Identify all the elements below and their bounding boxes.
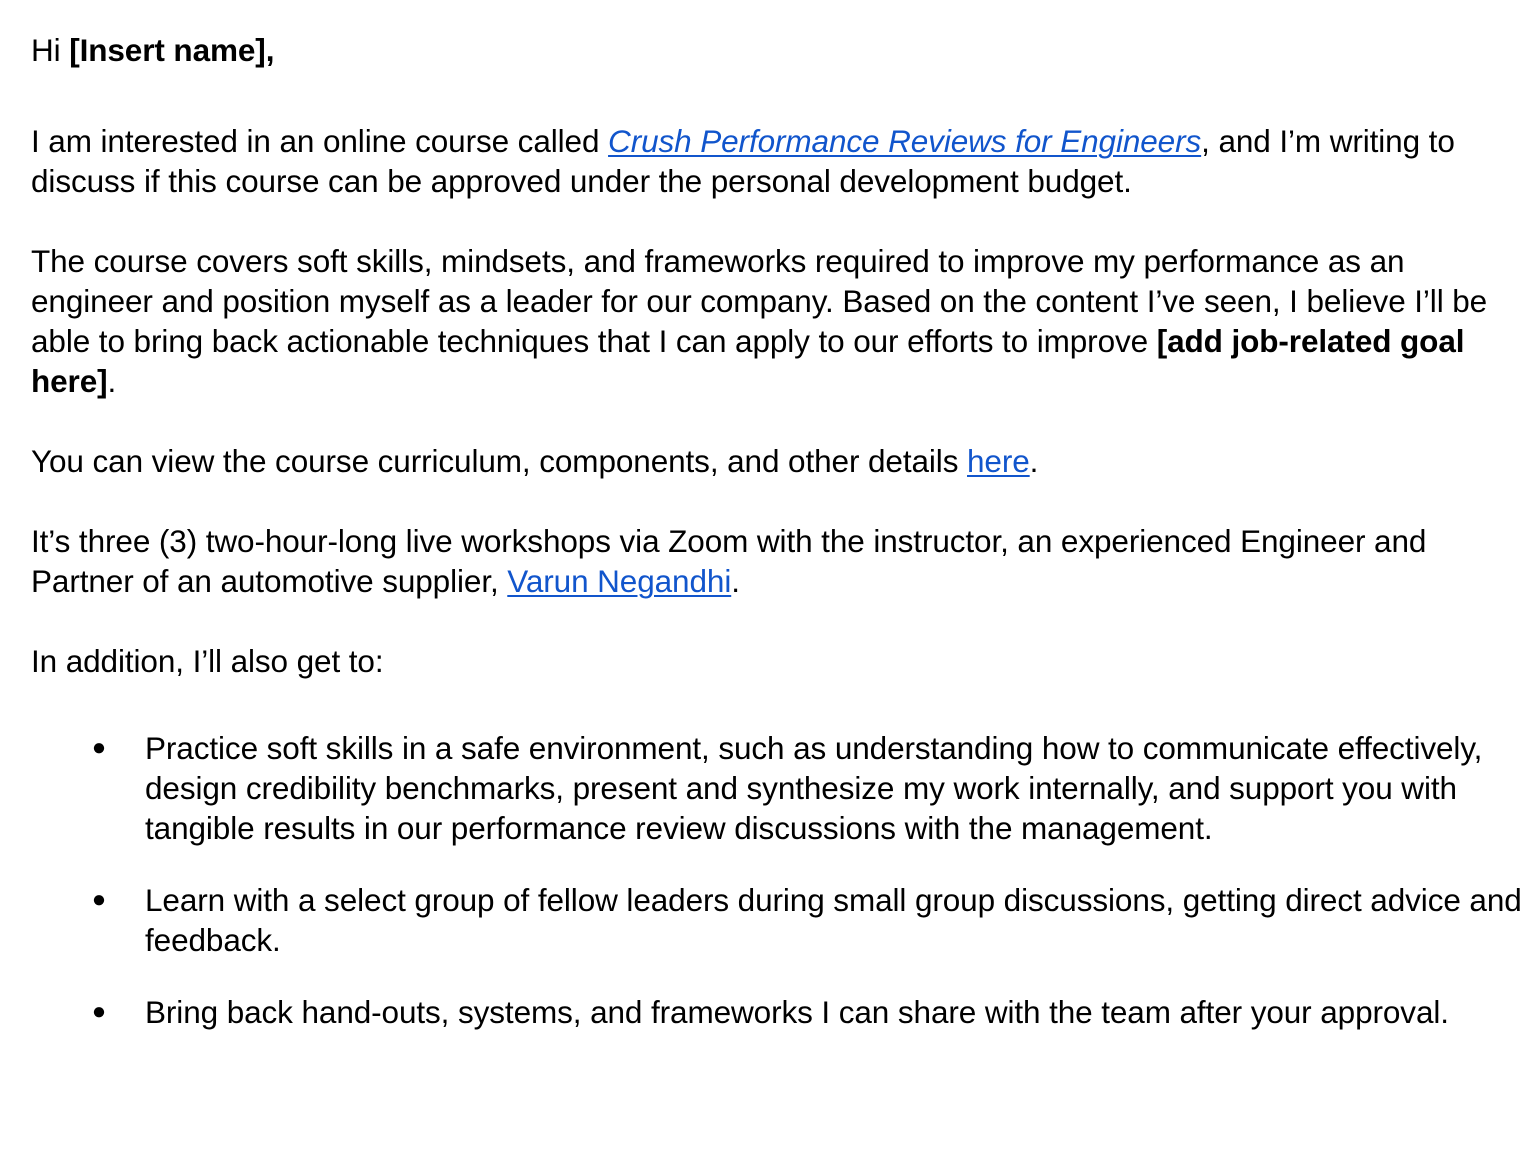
bullet-icon: ● [91,998,107,1025]
p2-text-before: The course covers soft skills, mindsets, and frameworks required to improve my performance as an engineer and position myself as a leader for our company. Based on the content I’ve seen, I believe I’ll be able to bring back actionable techniques that I can apply to our efforts to improve [31,243,1488,359]
paragraph-course-content [31,241,1521,401]
list-item-text: Learn with a select group of fellow leaders during small group discussions, getting direct advice and feedback. [145,882,1522,958]
paragraph-workshops [31,521,1521,601]
p4-text-before: It’s three (3) two-hour-long live workshops via Zoom with the instructor, an experienced Engineer and Partner of an automotive supplier, [31,523,1427,599]
p3-text-before: You can view the course curriculum, components, and other details [31,443,968,479]
benefits-intro: In addition, I’ll also get to: [31,643,384,679]
p3-text-after: . [1029,443,1039,479]
p1-text-before: I am interested in an online course called [31,123,609,159]
p4-text-after: . [731,563,740,599]
list-item-text: Practice soft skills in a safe environment, such as understanding how to communicate effectively, design credibility benchmarks, present and synthesize my work internally, and support you with tangible results in our performance review discussions with the management. [145,730,1483,846]
paragraph-course-interest [31,121,1521,201]
instructor-link[interactable]: Varun Negandhi [507,563,732,599]
list-item [31,728,1525,848]
benefits-list [31,728,1536,1032]
bullet-icon: ● [91,886,107,913]
list-item [31,880,1525,960]
course-link[interactable]: Crush Performance Reviews for Engineers [608,123,1202,159]
p1-text-after: , and I’m writing to discuss if this course can be approved under the personal development budget. [31,123,1455,199]
goal-placeholder: [add job-related goal here] [31,323,1465,399]
greeting-line [31,30,1521,70]
name-placeholder: [Insert name], [69,32,275,68]
bullet-icon: ● [91,734,107,761]
paragraph-curriculum [31,441,1521,481]
here-link[interactable]: here [967,443,1030,479]
list-item [31,992,1525,1032]
p2-text-after: . [107,363,117,399]
greeting-prefix: Hi [31,32,70,68]
list-item-text: Bring back hand-outs, systems, and frameworks I can share with the team after your approval. [145,994,1449,1030]
